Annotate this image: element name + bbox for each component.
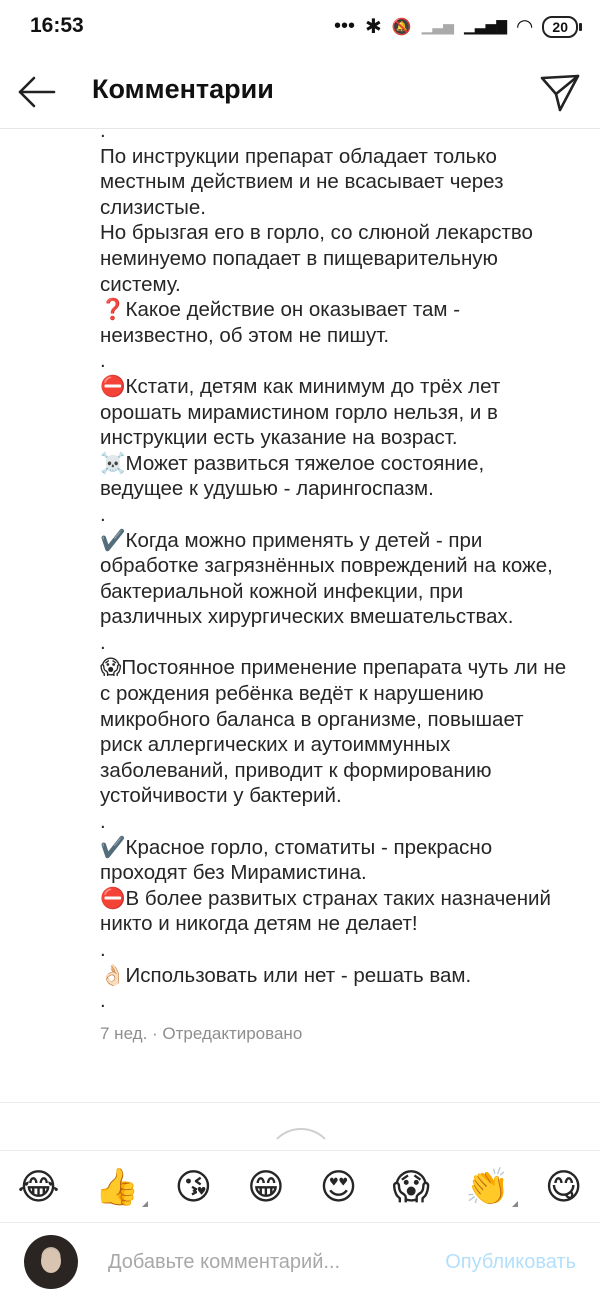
send-icon[interactable] [538,70,582,114]
emoji-thumbs-up-button[interactable]: 👍 [94,1166,140,1207]
comment-text: . По инструкции препарат обладает только местным действием и не всасывает через слизистые. Но брызгая его в горло, со слюной лекарство неминуемо попадает в пищеварительную систему. ❓Какое действие он оказывает там - неизвестно, об этом не пишут. . ⛔Кстати, детям как минимум до трёх лет орошать мирамистином горло нельзя, и в инструкции есть указание на возраст. ☠️Может развиться тяжелое состояние, ведущее к удушью - ларингоспазм. . ✔️Когда можно применять у детей - при обработке загрязнённых повреждений на коже, бактериальной кожной инфекции, при различных хирургических вмешательствах. . 😱Постоянное применение препарата чуть ли не с рождения ребёнка ведёт к нарушению микробного баланса в организме, повышает риск аллергических и аутоиммунных заболеваний, приводит к формированию устойчивости у бактерий. . ✔️Красное горло, стоматиты - прекрасно проходят без Мирамистина. ⛔В более развитых странах таких назначений никто и никогда детям не делает! . 👌🏻Использовать или нет - решать вам. . [100,119,567,1013]
status-time: 16:53 [30,14,84,37]
signal-icon: ▁▃▅ [421,18,454,34]
emoji-grin-button[interactable]: 😁 [247,1166,285,1207]
emoji-heart-eyes-button[interactable]: 😍 [319,1166,358,1207]
emoji-scream-button[interactable]: 😱 [392,1166,430,1207]
status-bar [0,0,600,54]
comment-meta[interactable]: 7 нед. · Отредактировано [100,1023,303,1043]
comment-input-bar [0,1222,600,1299]
emoji-quick-bar [0,1150,600,1223]
avatar [24,1235,78,1289]
emoji-kiss-button[interactable]: 😘 [174,1166,213,1207]
emoji-laughing-button[interactable]: 😂 [17,1166,60,1207]
status-icons [334,14,578,39]
emoji-yum-button[interactable]: 😋 [544,1166,583,1207]
emoji-clap-button[interactable]: 👏 [464,1166,510,1207]
wifi-icon: ◠ [517,16,533,38]
mute-icon: 🔕 [391,18,412,36]
more-dots-icon: ••• [333,15,355,37]
bluetooth-icon: ✱ [364,16,382,38]
comment [100,118,570,1044]
publish-button[interactable]: Опубликовать [445,1251,576,1273]
comment-input[interactable] [108,1247,408,1277]
signal-icon-2: ▁▃▅▇ [463,18,508,34]
page-title: Комментарии [92,74,274,104]
back-arrow-icon[interactable] [14,70,58,114]
divider [0,1102,600,1103]
battery-icon: 20 [542,16,578,38]
